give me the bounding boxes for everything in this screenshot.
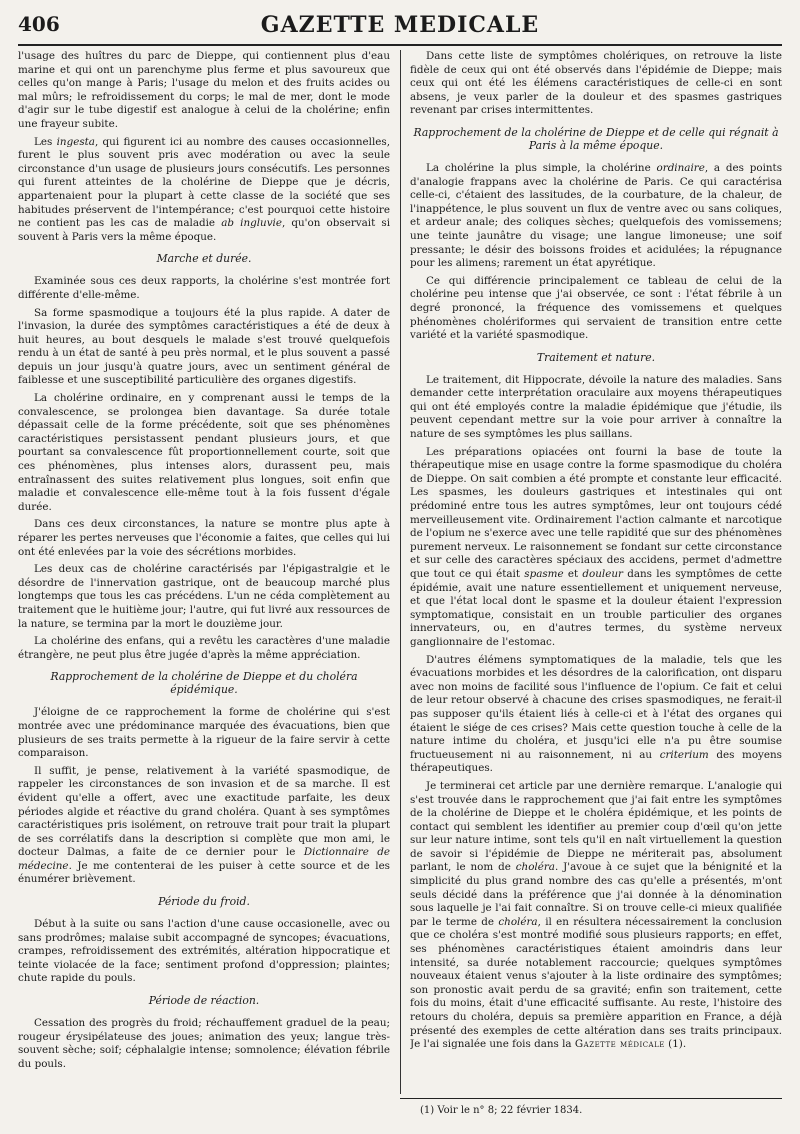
section-heading: Rapprochement de la cholérine de Dieppe et du choléra épidémique.	[50, 670, 358, 697]
section-heading: Rapprochement de la cholérine de Dieppe et de celle qui régnait à Paris à la même époque.	[413, 125, 779, 152]
paragraph: Je terminerai cet article par une dernière remarque. L'analogie qui s'est trouvée dans le rapprochement que j'ai fait entre les symptômes de la cholérine de Dieppe et le choléra épidémique, et les points de contact qui semblent les identifier au premier coup d'œil qu'on jette sur leur nature intime, sont tels qu'il en naît virtuellement la question de savoir si l'épidémie de Dieppe ne mériterait pas, absolument parlant, le nom de choléra. J'avoue à ce sujet que la bénignité et la simplicité du plus grand nombre des cas qu'elle a présentés, m'ont seuls décidé dans la préférence que j'ai donnée à la dénomination sous laquelle je l'ai fait connaître. Si on trouve celle-ci mieux qualifiée par le terme de choléra, il en résultera nécessairement la conclusion que ce choléra s'est montré modifié sous plusieurs rapports; en effet, ses phénomènes caractéristiques étaient amoindris dans leur intensité, sa durée notablement raccourcie; quelques symptômes nouveaux étaient venus s'ajouter à la liste ordinaire des symptômes; son pronostic avait perdu de sa gravité; enfin son traitement, cette fois du moins, était d'une efficacité suffisante. Au reste, l'histoire des retours du choléra, depuis sa première apparition en France, a déjà présenté des exemples de cette altération dans ses traits principaux. Je l'ai signalée une fois dans la Gazette médicale (1).	[410, 779, 782, 1051]
paragraph: Les préparations opiacées ont fourni la base de toute la thérapeutique mise en usage contre la forme spasmodique du choléra de Dieppe. On sait combien a été prompte et constante leur efficacité. Les spasmes, les douleurs gastriques et intestinales qui ont prédominé entre tous les autres symptômes, leur ont toujours cédé merveilleusement vite. Ordinairement l'action calmante et narcotique de l'opium ne s'exerce avec une telle rapidité que sur des phénomènes purement nerveux. Le raisonnement se fondant sur cette circonstance et sur celle des caractères spéciaux des accidens, permet d'admettre que tout ce qui était spasme et douleur dans les symptômes de cette épidémie, avait une nature essentiellement et uniquement nerveuse, et que l'état local dont le spasme et la douleur étaient l'expression symptomatique, consistait en un trouble particulier des organes innervateurs, ou, en d'autres termes, du système nerveux ganglionnaire de l'estomac.	[410, 445, 782, 648]
masthead-title: GAZETTE MEDICALE	[260, 12, 540, 38]
paragraph: La cholérine des enfans, qui a revêtu les caractères d'une maladie étrangère, ne peut plus être jugée d'après la même appréciation.	[18, 635, 390, 661]
paragraph: l'usage des huîtres du parc de Dieppe, qui contiennent plus d'eau marine et qui ont un parenchyme plus ferme et plus savoureux que celles qu'on mange à Paris; l'usage du melon et des fruits acides ou mal mûrs; le refroidissement du corps; le mal de mer, dont le mode d'agir sur le tube digestif est analogue à celui de la cholérine; enfin une frayeur subite.	[18, 50, 390, 130]
paragraph: D'autres élémens symptomatiques de la maladie, tels que les évacuations morbides et les désordres de la calorification, ont disparu avec non moins de facilité sous l'influence de l'opium. Ce fait et celui de leur retour observé à chacune des crises spasmodiques, ne ferait-il pas supposer qu'ils étaient liés à celle-ci et à l'état des organes qui étaient le siége de ces crises? Mais cette question touche à celle de la nature intime du choléra, et jusqu'ici elle n'a pu être soumise fructueusement ni au raisonnement, ni au criterium des moyens thérapeutiques.	[410, 653, 782, 775]
paragraph: Il suffit, je pense, relativement à la variété spasmodique, de rappeler les circonstances de son invasion et de sa marche. Il est évident qu'elle a offert, avec une exactitude parfaite, les deux périodes algide et réactive du grand choléra. Quant à ses symptômes caractéristiques pris isolément, on retrouve trait pour trait la plupart de ses corrélatifs dans la description si complète que mon ami, le docteur Dalmas, a faite de ce dernier pour le Dictionnaire de médecine. Je me contenterai de les puiser à cette source et de les énumérer brièvement.	[18, 764, 390, 886]
paragraph: Début à la suite ou sans l'action d'une cause occasionelle, avec ou sans prodrômes; malaise subit accompagné de syncopes; évacuations, crampes, refroidissement des extrémités, altération hippocratique et teinte violacée de la face; sentiment profond d'oppression; plaintes; chute rapide du pouls.	[18, 918, 390, 985]
section-heading: Traitement et nature.	[536, 350, 656, 364]
paragraph: La cholérine la plus simple, la cholérine ordinaire, a des points d'analogie frappans avec la cholérine de Paris. Ce qui caractérisa celle-ci, c'étaient des lassitudes, de la courbature, de la chaleur, de l'inappétence, le plus souvent un flux de ventre avec ou sans coliques, et ardeur anale; des coliques sèches; quelquefois des vomissemens; une teinte jaunâtre du visage; une langue limoneuse; une soif pressante; le désir des boissons froides et acidulées; la répugnance pour les alimens; rarement un état apyrétique.	[410, 161, 782, 270]
footnote-rule	[400, 1098, 782, 1099]
paragraph: Les ingesta, qui figurent ici au nombre des causes occasionnelles, furent le plus souvent pris avec modération ou avec la seule circonstance d'un usage de plusieurs jours consécutifs. Les personnes qui furent atteintes de la cholérine de Dieppe que je décris, appartenaient pour la plupart à cette classe de la société que ses habitudes préservent de l'intempérance; c'est pourquoi cette histoire ne contient pas les cas de maladie ab ingluvie, qu'on observait si souvent à Paris vers la même époque.	[18, 135, 390, 243]
paragraph: Les deux cas de cholérine caractérisés par l'épigastralgie et le désordre de l'innervation gastrique, ont de beaucoup marché plus longtemps que tous les cas précédens. L'un ne céda complètement au traitement que le huitième jour; l'autre, qui fut livré aux ressources de la nature, se termina par la mort le douzième jour.	[18, 563, 390, 630]
section-heading: Période du froid.	[158, 895, 250, 909]
page-number: 406	[18, 12, 60, 36]
paragraph: La cholérine ordinaire, en y comprenant aussi le temps de la convalescence, se prolongea bien davantage. Sa durée totale dépassait celle de la forme précédente, soit que ses phénomènes caractéristiques persistassent pendant plusieurs jours, et que pourtant sa convalescence fût proportionnellement courte, soit que ces phénomènes, plus intenses alors, durassent peu, mais entraînassent des suites relativement plus longues, soit enfin que maladie et convalescence elle-même tout à la fois fussent d'égale durée.	[18, 392, 390, 513]
paragraph: Dans ces deux circonstances, la nature se montre plus apte à réparer les pertes nerveuses que l'économie a faites, que celles qui lui ont été enlevées par la voie des sécrétions morbides.	[18, 518, 390, 558]
column-divider	[400, 50, 401, 1094]
section-heading: Marche et durée.	[156, 252, 252, 266]
article-columns	[18, 50, 782, 1094]
left-column	[18, 50, 390, 1094]
page-header	[18, 6, 782, 42]
paragraph: Dans cette liste de symptômes cholériques, on retrouve la liste fidèle de ceux qui ont été observés dans l'épidémie de Dieppe; mais ceux qui ont été les élémens caractéristiques de celle-ci en sont absens, je veux parler de la douleur et des spasmes gastriques revenant par crises intermittentes.	[410, 50, 782, 117]
section-heading: Période de réaction.	[148, 994, 260, 1008]
paragraph: Le traitement, dit Hippocrate, dévoile la nature des maladies. Sans demander cette interprétation oraculaire aux moyens thérapeutiques qui ont été employés contre la maladie épidémique que j'étudie, ils peuvent cependant mettre sur la voie pour arriver à connaître la nature de ses symptômes les plus saillans.	[410, 373, 782, 441]
paragraph: Examinée sous ces deux rapports, la cholérine s'est montrée fort différente d'elle-même.	[18, 275, 390, 301]
paragraph: J'éloigne de ce rapprochement la forme de cholérine qui s'est montrée avec une prédominance marquée des évacuations, bien que plusieurs de ses traits permette à la rigueur de la faire servir à cette comparaison.	[18, 706, 390, 760]
paragraph: Cessation des progrès du froid; réchauffement graduel de la peau; rougeur érysipélateuse des joues; animation des yeux; langue très-souvent sèche; soif; céphalalgie intense; somnolence; élévation fébrile du pouls.	[18, 1017, 390, 1070]
paragraph: Sa forme spasmodique a toujours été la plus rapide. A dater de l'invasion, la durée des symptômes caractéristiques a été de deux à huit heures, au bout desquels le malade s'est trouvé quelquefois rendu à un état de santé à peu près normal, et le plus souvent a passé depuis un jour jusqu'à quatre jours, avec un sentiment général de faiblesse et une susceptibilité particulière des organes digestifs.	[18, 306, 390, 387]
paragraph: Ce qui différencie principalement ce tableau de celui de la cholérine peu intense que j'ai observée, ce sont : l'état fébrile à un degré prononcé, la fréquence des vomissemens et quelques phénomènes cholériformes qui servaient de transition entre cette variété et la variété spasmodique.	[410, 274, 782, 342]
right-column	[410, 50, 782, 1094]
footnote: (1) Voir le n° 8; 22 février 1834.	[420, 1105, 583, 1116]
header-rule	[18, 44, 782, 46]
